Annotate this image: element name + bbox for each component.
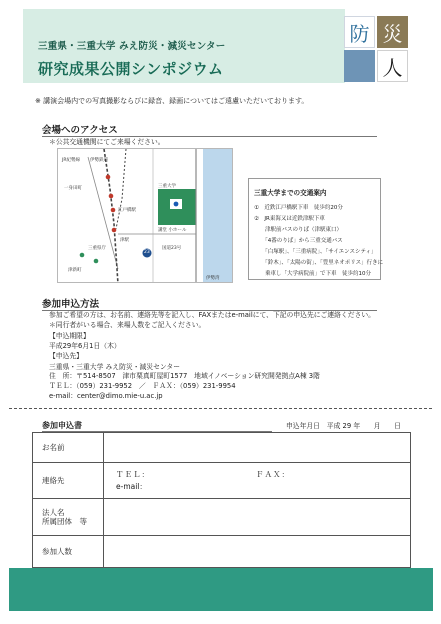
cut-line	[9, 408, 432, 409]
organization-label	[33, 499, 104, 536]
attendee-count-label: 参加人数	[33, 536, 104, 568]
destination-email[interactable]: e-mail：center@dimo.mie-u.ac.jp	[49, 392, 163, 400]
form-row-name	[33, 433, 411, 463]
transit-guide-line: ② JR東海又は近鉄津駅下車	[254, 216, 325, 222]
map-label-route: 23	[144, 250, 150, 255]
landmark-marker	[80, 253, 85, 258]
hall-marker	[174, 202, 179, 207]
destination-tel-fax: ＴＥＬ：（059）231-9952 ／ ＦＡＸ：（059）231-9954	[49, 382, 236, 390]
map-label-hall: 講堂 小ホール	[158, 228, 187, 233]
transit-guide-line: 「4番のりば」から三重交通バス	[254, 238, 343, 244]
deadline-value: 平成29年6月1日（木）	[49, 342, 121, 350]
transit-guide-line: 津駅前バスのりば（津駅東口）	[254, 227, 343, 233]
organizer-name: 三重県・三重大学 みえ防災・減災センター	[38, 41, 226, 52]
organization-label-line2: 所属団体 等	[42, 517, 87, 526]
access-note: ＊公共交通機関にてご来場ください。	[49, 138, 165, 146]
landmark-marker	[94, 259, 99, 264]
access-heading: 会場へのアクセス	[42, 125, 118, 136]
organization-label-line1: 法人名	[42, 507, 65, 517]
fax-label: ＦＡＸ：	[256, 470, 290, 479]
form-row-contact	[33, 463, 411, 499]
map-label-university: 三重大学	[158, 184, 176, 189]
form-date-label: 申込年月日 平成 29 年 月 日	[286, 422, 401, 430]
station-marker	[112, 228, 117, 233]
center-logo	[344, 16, 408, 82]
road-inland	[88, 157, 118, 269]
tel-label: ＴＥＬ：	[116, 470, 150, 479]
railway-kintetsu	[116, 149, 126, 229]
logo-tile-1: 防	[344, 16, 375, 48]
contact-field[interactable]	[104, 463, 411, 499]
logo-tile-2: 災	[377, 16, 408, 48]
station-marker	[106, 175, 111, 180]
map-label-shinmachi: 津新町	[68, 268, 82, 273]
sea-area	[203, 149, 233, 283]
map-label-tsu: 津駅	[120, 238, 129, 243]
transit-guide-line: 「白塚駅」、「三重病院」、「サイエンスシティ」	[254, 249, 377, 255]
access-rule	[42, 136, 377, 137]
name-label: お名前	[33, 433, 104, 463]
contact-label: 連絡先	[33, 463, 104, 499]
transit-guide-line: 乗車し「大学病院前」で下車 徒歩約10分	[254, 271, 372, 277]
form-heading: 参加申込書	[42, 421, 82, 430]
map-label-ocean: 伊勢湾	[206, 276, 220, 281]
application-instruction: 参加ご希望の方は、お名前、連絡先等を記入し、FAXまたはe-mailにて、下記の申込先にご連絡ください。	[49, 311, 375, 319]
page-title: 研究成果公開シンポジウム	[38, 60, 224, 78]
access-map	[57, 148, 233, 283]
map-label-jr: JR紀勢線	[62, 158, 80, 163]
map-label-ise: 伊勢鉄道	[90, 158, 108, 163]
map-label-road: 国道23号	[162, 246, 182, 251]
recording-notice: ※ 講演会場内での写真撮影ならびに録音、録画についてはご遠慮いただいております。	[35, 97, 309, 105]
logo-tile-4: 人	[377, 50, 408, 82]
transit-guide-box	[248, 178, 384, 280]
application-heading: 参加申込方法	[42, 299, 100, 310]
transit-guide-title: 三重大学までの交通案内	[254, 189, 327, 197]
form-row-organization	[33, 499, 411, 536]
organization-field[interactable]	[104, 499, 411, 536]
destination-address: 住 所：〒514-8507 津市栗真町屋町1577 地域イノベーション研究開発拠点A棟 3階	[49, 372, 320, 380]
form-row-count	[33, 536, 411, 568]
map-label-edobashi: 江戸橋駅	[118, 208, 136, 213]
destination-label: 【申込先】	[49, 352, 83, 360]
station-marker	[109, 194, 114, 199]
map-label-pref: 三重県庁	[88, 246, 106, 251]
logo-tile-3	[344, 50, 375, 82]
railway-jr	[104, 149, 118, 283]
attendee-count-field[interactable]	[104, 536, 411, 568]
map-label-shiroko: 一身田町	[64, 186, 82, 191]
application-form-table	[32, 432, 411, 568]
map-drawing	[58, 149, 233, 283]
transit-guide-line: 「鈴木」、「太陽の街」、「豊里ネオポリス」行きに	[254, 260, 384, 266]
companion-note: ＊同行者がいる場合、来場人数をご記入ください。	[49, 321, 206, 329]
footer-band	[9, 568, 433, 611]
email-label: e-mail：	[116, 482, 147, 491]
transit-guide-line: ① 近鉄江戸橋駅下車 徒歩約20分	[254, 205, 343, 211]
name-field[interactable]	[104, 433, 411, 463]
deadline-label: 【申込期限】	[49, 332, 90, 340]
station-marker	[111, 208, 116, 213]
destination-org: 三重県・三重大学 みえ防災・減災センター	[49, 363, 181, 371]
